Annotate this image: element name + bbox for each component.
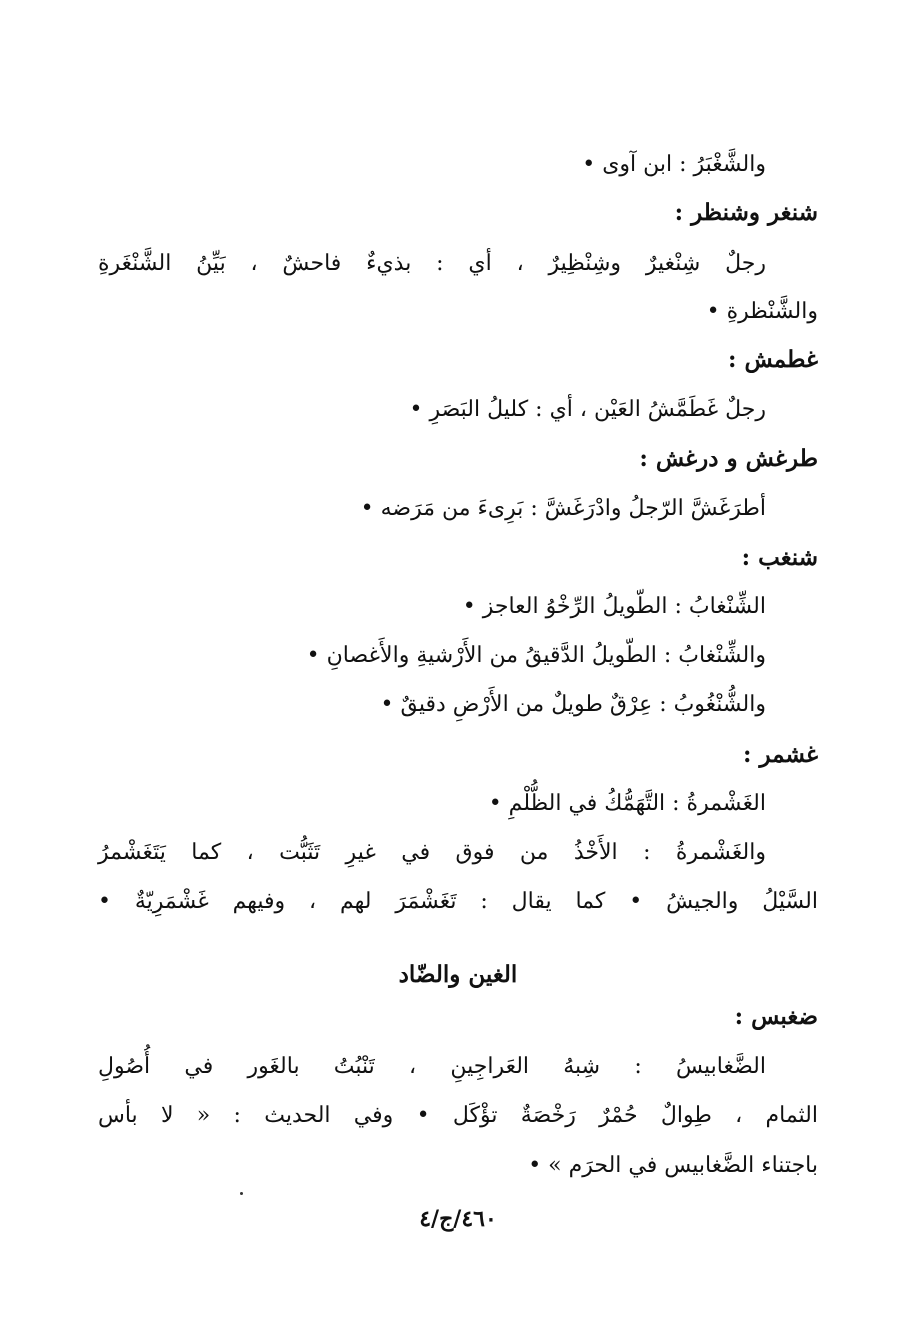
text-line-ghashmara-2: والغَشْمرةُ : الأَخْذُ من فوق في غيرِ تَثَبُّت ، كما يَتَغَشْمرُ — [98, 840, 766, 865]
text-line-shinghab-1: الشِّنْغابُ : الطّويلُ الرِّخْوُ العاجز • — [462, 594, 766, 619]
text-line-daghabis-1: الضَّغابيسُ : شِبهُ العَراجِينِ ، تَنْبُتُ بالغَور في أُصُولِ — [98, 1054, 766, 1079]
page-footer-number: ٤٦٠/ج/٤ — [419, 1206, 497, 1232]
text-line-daghabis-3: باجتناء الضَّغابيس في الحرَم » • — [528, 1153, 818, 1178]
entry-heading-ghatmash: غطمش : — [727, 346, 818, 373]
entry-heading-shangr: شنغر وشنظر : — [674, 199, 818, 226]
text-line-shaghbar: والشَّغْبَرُ : ابن آوى • — [582, 152, 766, 177]
text-line-ghatammash: رجلٌ غَطَمَّشُ العَيْن ، أي : كليلُ البَصَرِ • — [409, 397, 766, 422]
text-line-sayl: السَّيْلُ والجيشُ • كما يقال : تَغَشْمَرَ لهم ، وفيهم غَشْمَرِيّةٌ • — [98, 889, 818, 914]
entry-heading-shanghab: شنغب : — [741, 544, 818, 571]
section-title-ghayn-dad: الغين والضّاد — [398, 961, 518, 988]
text-line-shanzara: والشَّنْظرةِ • — [706, 299, 818, 324]
text-line-ghashmara-1: الغَشْمرةُ : التَّهَمُّكُ في الظُّلْمِ • — [488, 791, 766, 816]
text-line-shinghir: رجلٌ شِنْغيرٌ وشِنْظِيرٌ ، أي : بذيءٌ فاحشٌ ، بَيِّنُ الشَّنْغَرةِ — [98, 251, 766, 276]
text-line-itraghasha: أطرَغَشَّ الرّجلُ وادْرَغَشَّ : بَرِىءَ من مَرَضه • — [360, 496, 766, 521]
entry-heading-ghashmar: غشمر : — [742, 741, 818, 768]
text-line-daghabis-2: الثمام ، طِوالٌ حُمْرٌ رَخْصَةٌ تؤْكَل • وفي الحديث : « لا بأس — [98, 1103, 818, 1128]
text-line-shunghub: والشُّنْغُوبُ : عِرْقٌ طويلٌ من الأَرْضِ دقيقٌ • — [380, 692, 766, 717]
text-line-shinghab-2: والشِّنْغابُ : الطّويلُ الدَّقيقُ من الأَرْشيةِ والأَغصانِ • — [306, 643, 766, 668]
entry-heading-daghbas: ضغبس : — [734, 1003, 818, 1030]
speck-mark — [240, 1192, 243, 1195]
entry-heading-targhash: طرغش و درغش : — [639, 445, 818, 472]
